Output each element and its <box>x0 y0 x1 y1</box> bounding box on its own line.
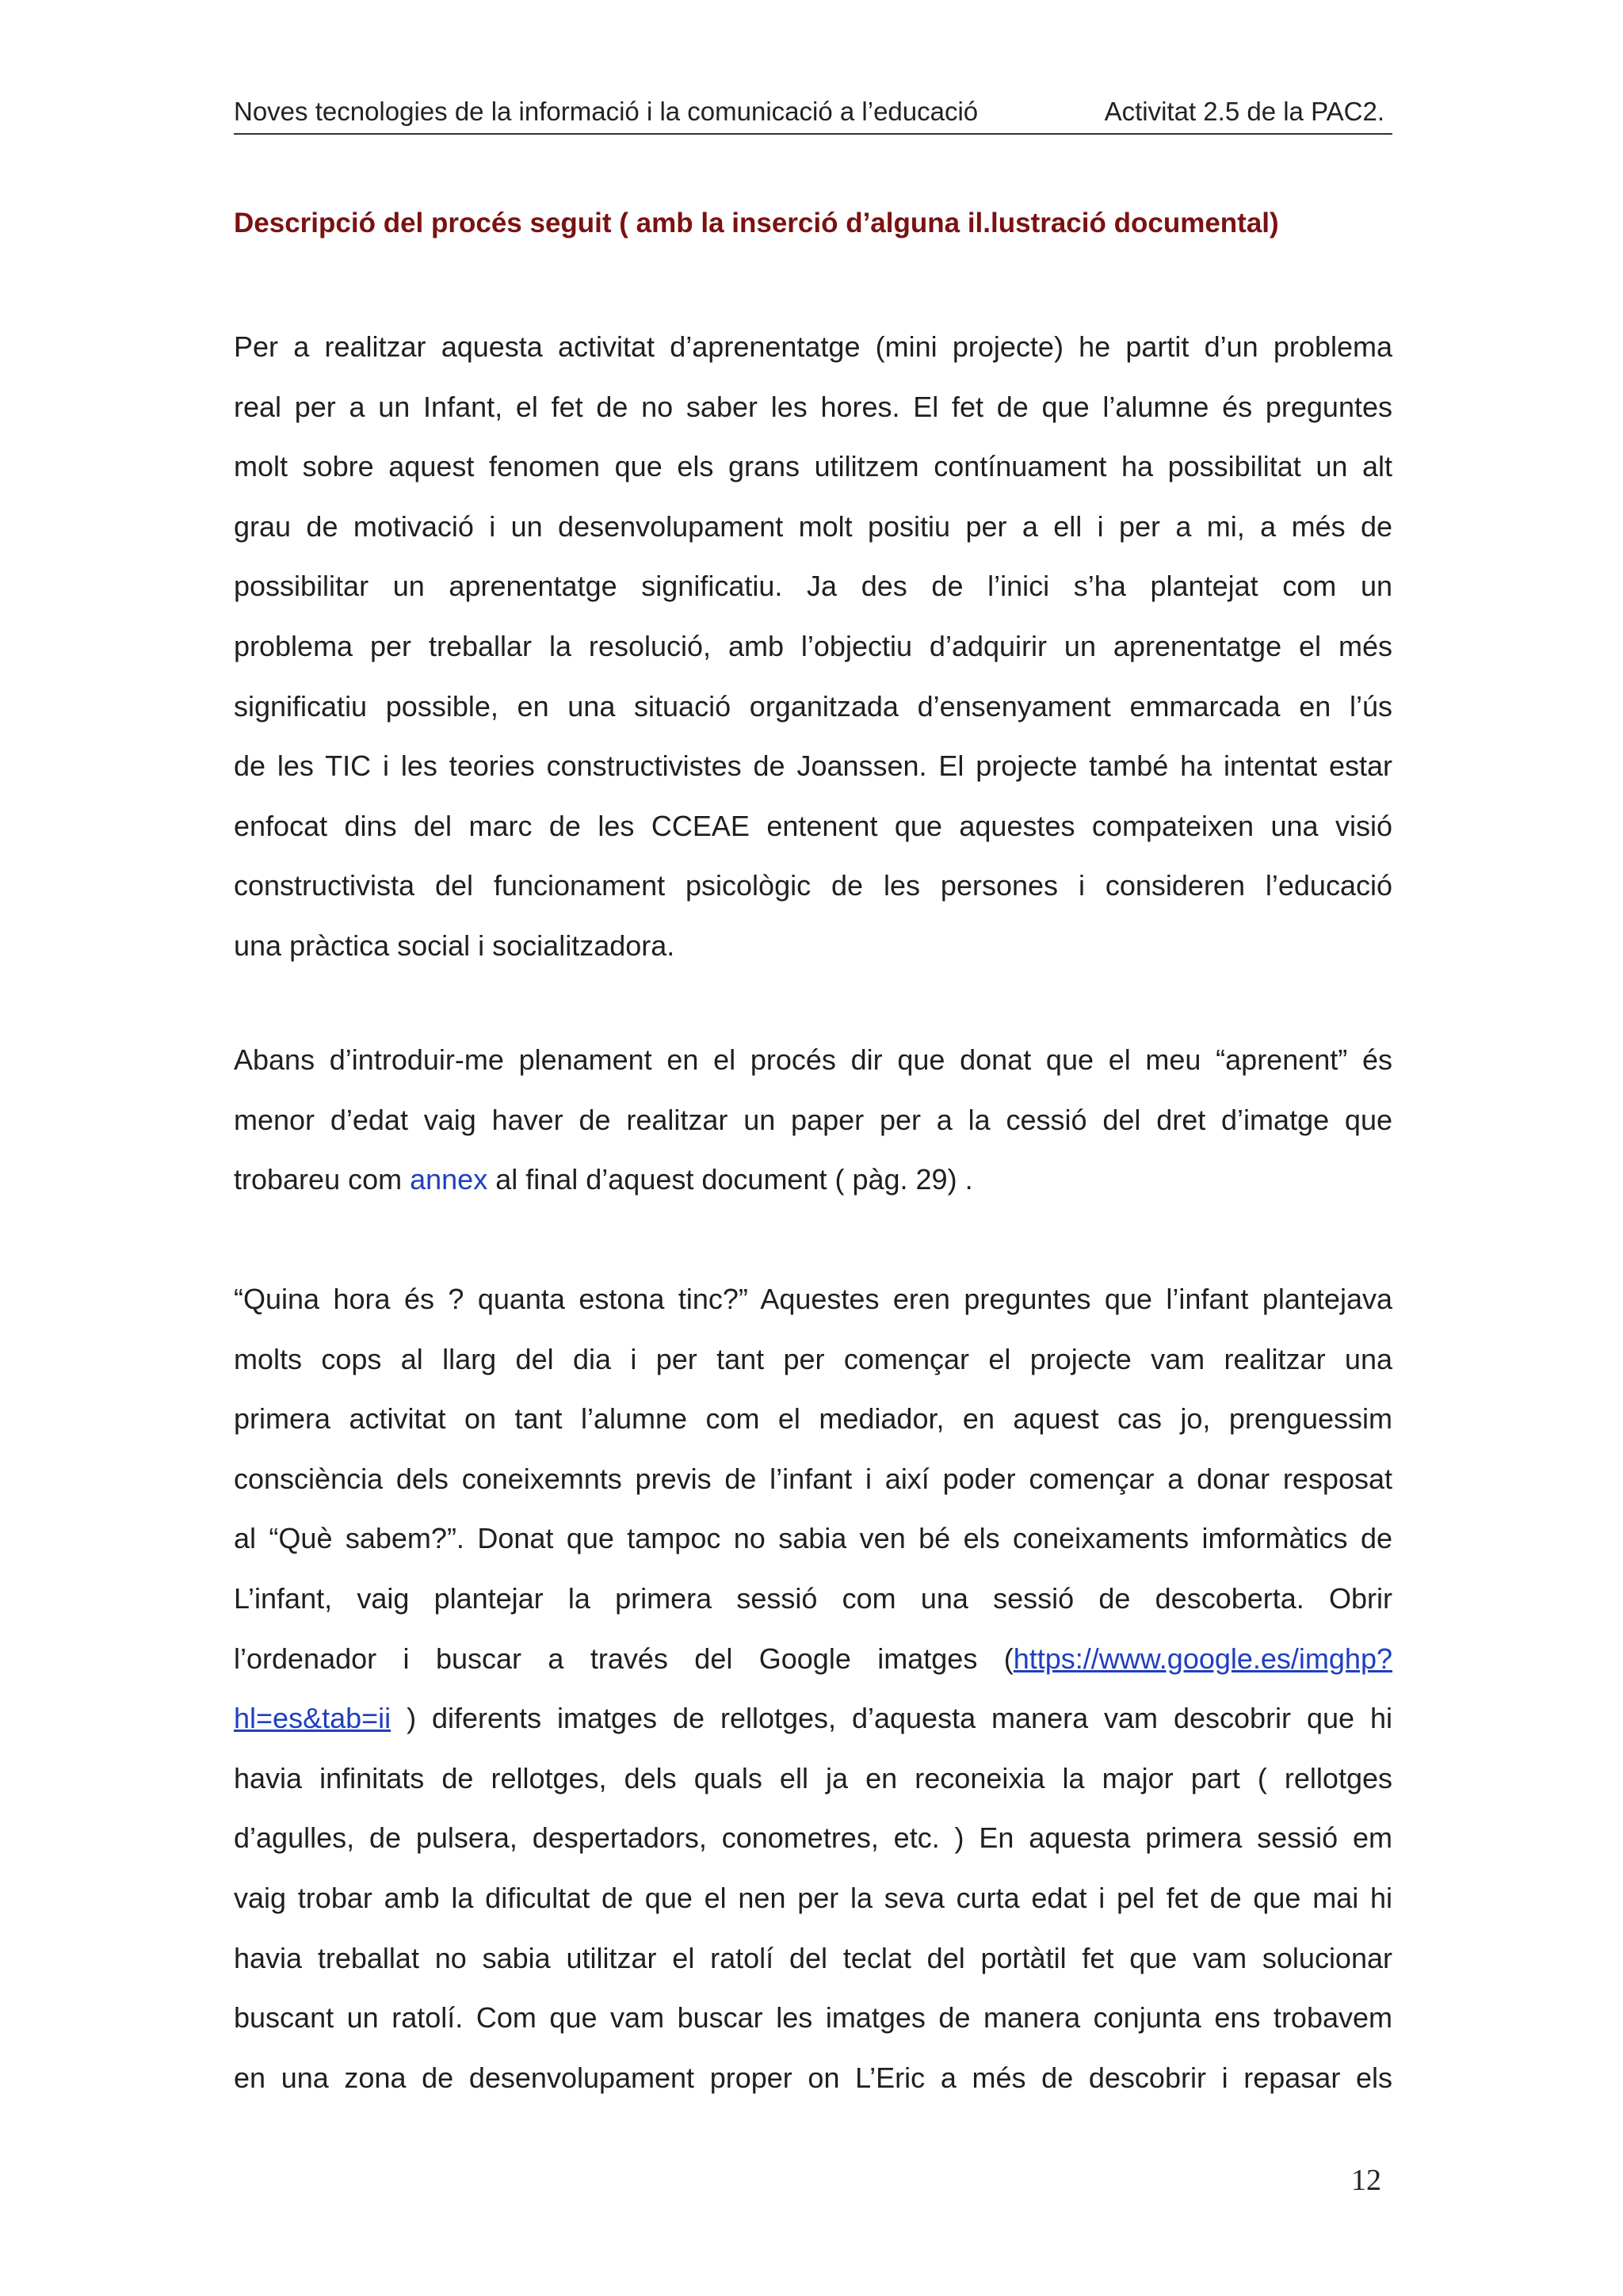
paragraph-line: primera activitat on tant l’alumne com el mediador, en aquest cas jo, prenguessim <box>234 1402 1392 1436</box>
paragraph-line: molt sobre aquest fenomen que els grans utilitzem contínuament ha possibilitat un alt <box>234 450 1392 483</box>
paragraph-line: significatiu possible, en una situació organitzada d’ensenyament emmarcada en l’ús <box>234 689 1392 723</box>
paragraph-line: real per a un Infant, el fet de no saber les hores. El fet de que l’alumne és preguntes <box>234 390 1392 423</box>
text-fragment: al final d’aquest document ( pàg. 29) . <box>487 1163 973 1196</box>
paragraph-line: molts cops al llarg del dia i per tant per començar el projecte vam realitzar una <box>234 1342 1392 1375</box>
text-fragment: ) diferents imatges de rellotges, d’aquesta manera vam descobrir que hi <box>391 1702 1392 1735</box>
paragraph-line: havia infinitats de rellotges, dels quals ell ja en reconeixia la major part ( rellotges <box>234 1761 1392 1794</box>
paragraph-line: una pràctica social i socialitzadora. <box>234 929 675 962</box>
google-images-link[interactable]: https://www.google.es/imghp? <box>1013 1642 1392 1675</box>
paragraph-line: vaig trobar amb la dificultat de que el nen per la seva curta edat i pel fet de que mai hi <box>234 1881 1392 1914</box>
text-fragment: l’ordenador i buscar a través del Google imatges ( <box>234 1642 1014 1675</box>
paragraph-1 <box>234 317 1392 976</box>
text-fragment: trobareu com <box>234 1163 411 1196</box>
paragraph-line-with-link <box>234 1688 1392 1749</box>
page-number: 12 <box>1351 2164 1381 2197</box>
paragraph-2 <box>234 1030 1392 1210</box>
paragraph-line-with-link <box>234 1150 1392 1210</box>
paragraph-line: d’agulles, de pulsera, despertadors, conometres, etc. ) En aquesta primera sessió em <box>234 1821 1392 1855</box>
paragraph-line: en una zona de desenvolupament proper on L’Eric a més de descobrir i repasar els <box>234 2061 1392 2094</box>
section-title: Descripció del procés seguit ( amb la inserció d’alguna il.lustració documental) <box>234 208 1279 238</box>
paragraph-line: L’infant, vaig plantejar la primera sessió com una sessió de descoberta. Obrir <box>234 1581 1392 1615</box>
page-header <box>234 95 1392 135</box>
annex-link[interactable]: annex <box>410 1163 488 1196</box>
google-images-link-continued[interactable]: hl=es&tab=ii <box>234 1702 391 1735</box>
paragraph-line: al “Què sabem?”. Donat que tampoc no sabia ven bé els coneixaments imformàtics de <box>234 1522 1392 1555</box>
paragraph-3 <box>234 1269 1392 2107</box>
paragraph-line: de les TIC i les teories constructivistes de Joanssen. El projecte també ha intentat estar <box>234 749 1392 783</box>
paragraph-line: buscant un ratolí. Com que vam buscar les imatges de manera conjunta ens trobavem <box>234 2001 1392 2035</box>
paragraph-line: problema per treballar la resolució, amb l’objectiu d’adquirir un aprenentatge el més <box>234 629 1392 662</box>
paragraph-line: Abans d’introduir-me plenament en el procés dir que donat que el meu “aprenent” és <box>234 1043 1392 1076</box>
paragraph-line: possibilitar un aprenentatge significatiu. Ja des de l’inici s’ha plantejat com un <box>234 570 1392 603</box>
header-activity-label: Activitat 2.5 de la PAC2. <box>1104 97 1384 126</box>
header-course-title: Noves tecnologies de la informació i la comunicació a l’educació <box>234 97 979 126</box>
paragraph-line-with-link <box>234 1629 1392 1689</box>
paragraph-line: constructivista del funcionament psicològic de les persones i consideren l’educació <box>234 869 1392 902</box>
paragraph-line: consciència dels coneixemnts previs de l’infant i així poder començar a donar resposat <box>234 1462 1392 1495</box>
paragraph-line: “Quina hora és ? quanta estona tinc?” Aquestes eren preguntes que l’infant plantejava <box>234 1283 1392 1315</box>
paragraph-line: havia treballat no sabia utilitzar el ratolí del teclat del portàtil fet que vam solucionar <box>234 1941 1392 1974</box>
paragraph-line: enfocat dins del marc de les CCEAE entenent que aquestes compateixen una visió <box>234 809 1392 842</box>
paragraph-line: grau de motivació i un desenvolupament molt positiu per a ell i per a mi, a més de <box>234 509 1392 543</box>
paragraph-line: Per a realitzar aquesta activitat d’aprenentatge (mini projecte) he partit d’un problema <box>234 330 1392 363</box>
paragraph-line: menor d’edat vaig haver de realitzar un paper per a la cessió del dret d’imatge que <box>234 1103 1392 1136</box>
